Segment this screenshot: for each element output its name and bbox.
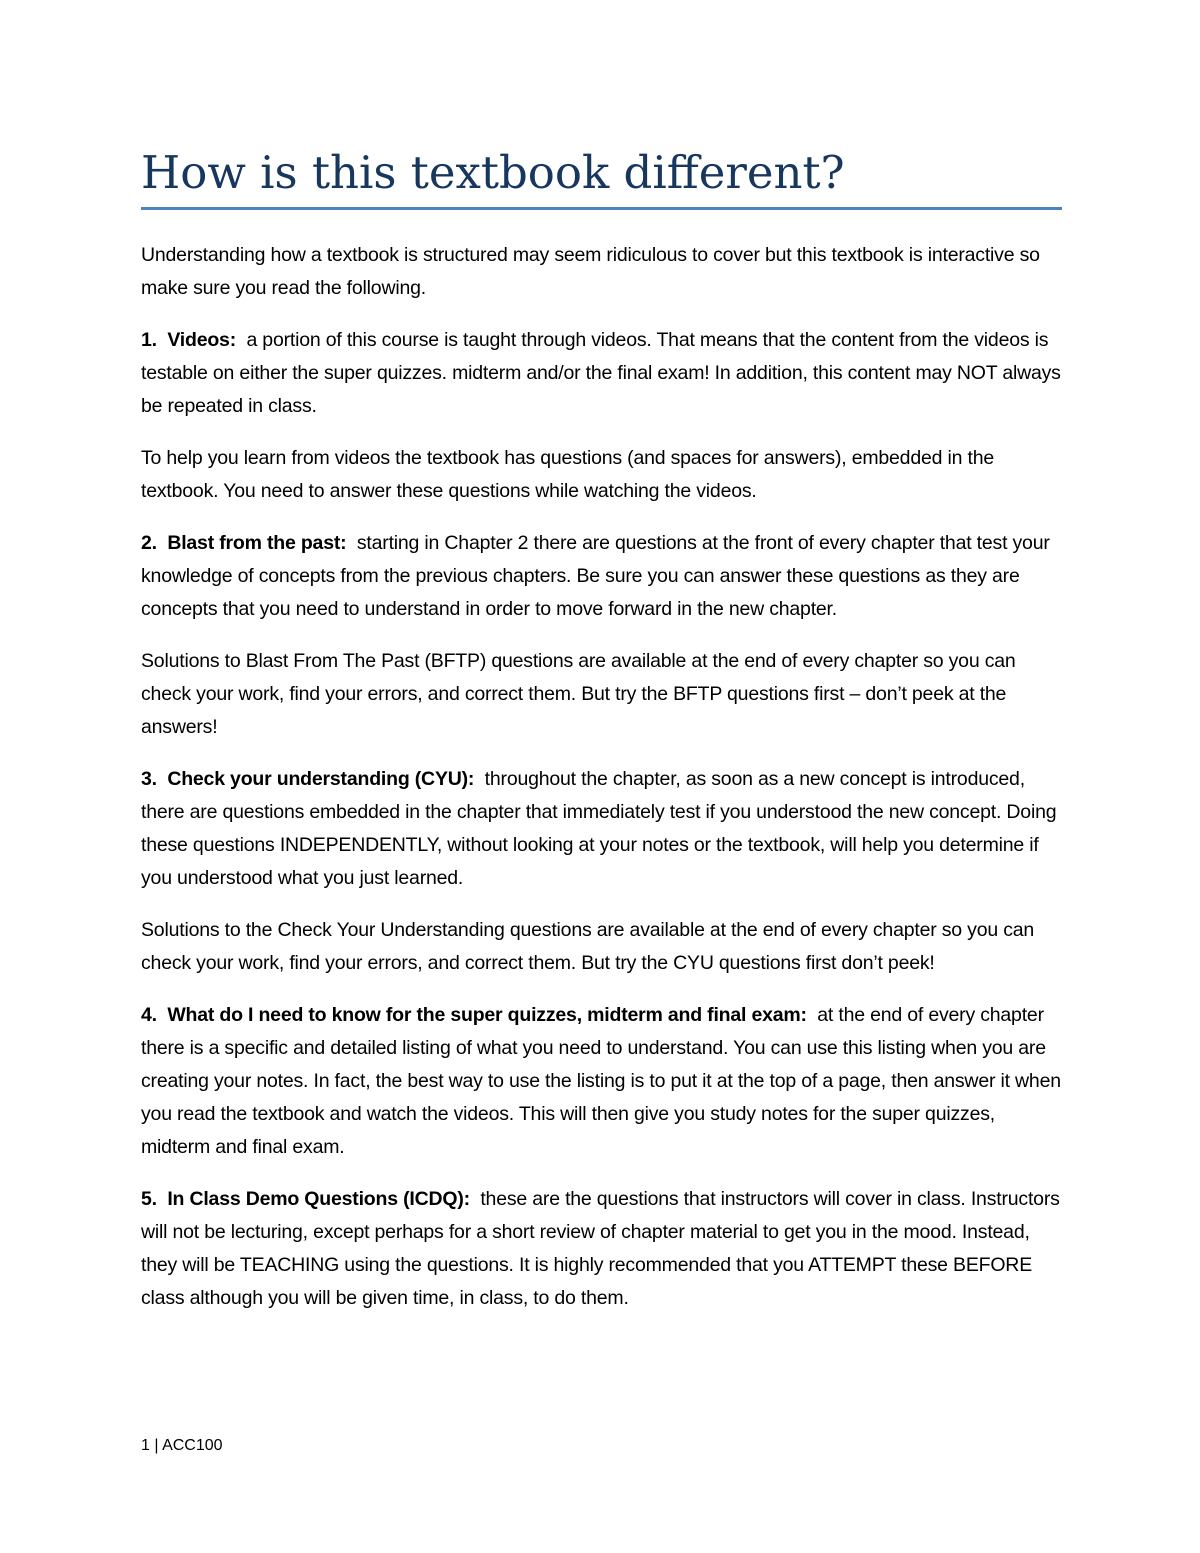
item-videos-followup: To help you learn from videos the textbook has questions (and spaces for answers), embedded in the textbook. You need to answer these questions while watching the videos.: [141, 447, 994, 502]
item-what-do-i-need-to-know: [141, 999, 1066, 1164]
item-check-your-understanding: [141, 763, 1066, 895]
item-label: Videos:: [167, 329, 236, 351]
item-text: starting in Chapter 2 there are questions at the front of every chapter that test your knowledge of concepts from the previous chapters. Be sure you can answer these questions as they are concepts that you need to understand in order to move forward in the new chapter.: [141, 532, 1050, 620]
item-videos: [141, 324, 1066, 423]
page-number: 1: [141, 1437, 150, 1454]
document-body: [141, 239, 1066, 1334]
item-label: Blast from the past:: [167, 532, 347, 554]
item-number: 1.: [141, 329, 157, 351]
item-label: In Class Demo Questions (ICDQ):: [167, 1188, 470, 1210]
item-number: 3.: [141, 768, 157, 790]
title-underline: [141, 207, 1062, 210]
item-text: a portion of this course is taught through videos. That means that the content from the videos is testable on either the super quizzes. midterm and/or the final exam! In addition, this content may NOT always be repeated in class.: [141, 329, 1061, 417]
intro-paragraph: Understanding how a textbook is structured may seem ridiculous to cover but this textbook is interactive so make sure you read the following.: [141, 244, 1040, 299]
item-in-class-demo-questions: [141, 1183, 1066, 1315]
item-number: 5.: [141, 1188, 157, 1210]
page-title: How is this textbook different?: [141, 146, 845, 199]
item-text: these are the questions that instructors will cover in class. Instructors will not be lecturing, except perhaps for a short review of chapter material to get you in the mood. Instead, they will be TEACHING using the questions. It is highly recommended that you ATTEMPT these BEFORE class although you will be given time, in class, to do them.: [141, 1188, 1060, 1309]
course-code: ACC100: [162, 1437, 223, 1454]
item-label: Check your understanding (CYU):: [167, 768, 475, 790]
footer-separator: |: [154, 1437, 159, 1454]
item-label: What do I need to know for the super quizzes, midterm and final exam:: [167, 1004, 807, 1026]
item-blast-from-the-past: [141, 527, 1066, 626]
item-check-your-understanding-followup: Solutions to the Check Your Understanding questions are available at the end of every chapter so you can check your work, find your errors, and correct them. But try the CYU questions first don’t peek!: [141, 919, 1035, 974]
page-footer: [141, 1434, 223, 1458]
item-text: throughout the chapter, as soon as a new concept is introduced, there are questions embedded in the chapter that immediately test if you understood the new concept. Doing these questions INDEPENDENTLY, without looking at your notes or the textbook, will help you determine if you understood what you just learned.: [141, 768, 1057, 889]
item-text: at the end of every chapter there is a specific and detailed listing of what you need to understand. You can use this listing when you are creating your notes. In fact, the best way to use the listing is to put it at the top of a page, then answer it when you read the textbook and watch the videos. This will then give you study notes for the super quizzes, midterm and final exam.: [141, 1004, 1061, 1158]
item-number: 2.: [141, 532, 157, 554]
item-blast-from-the-past-followup: Solutions to Blast From The Past (BFTP) questions are available at the end of every chapter so you can check your work, find your errors, and correct them. But try the BFTP questions first – don’t peek at the answers!: [141, 650, 1016, 738]
item-number: 4.: [141, 1004, 157, 1026]
